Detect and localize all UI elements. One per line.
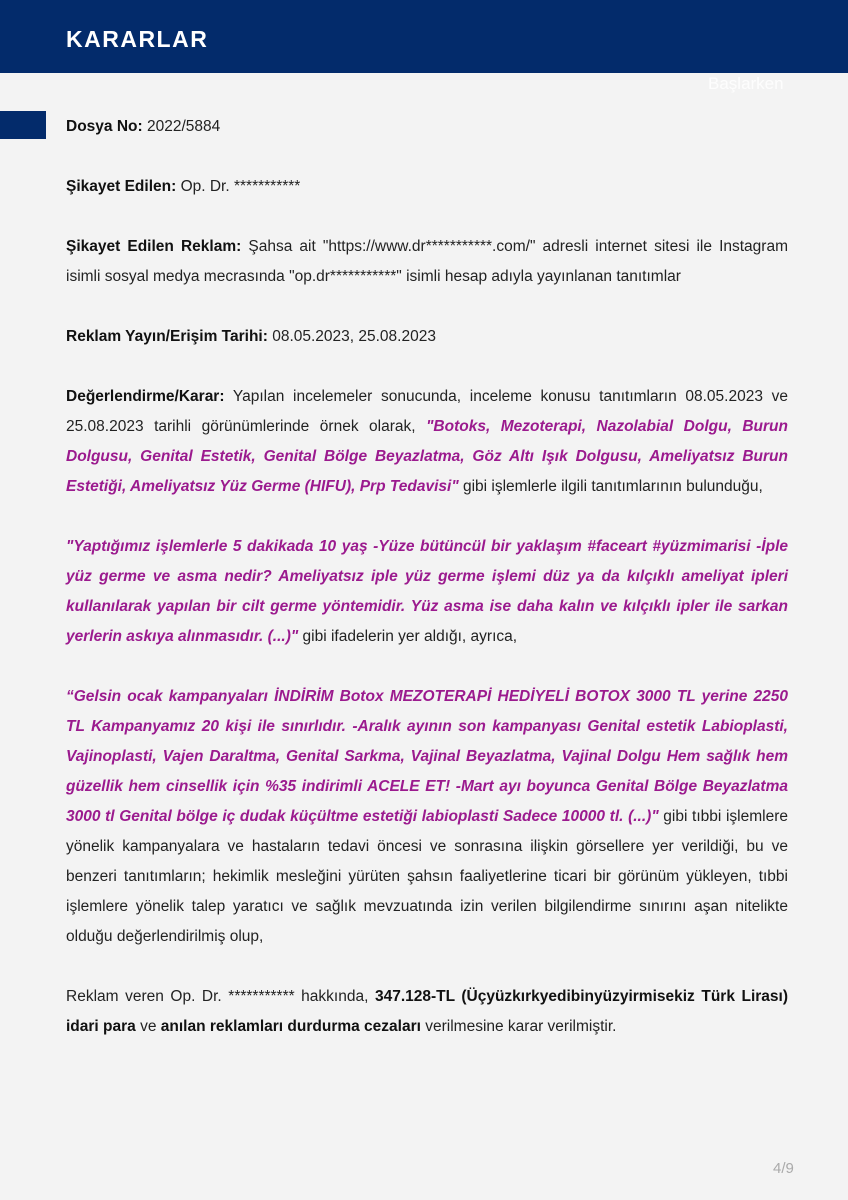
section-accent <box>0 111 46 139</box>
quote-paragraph <box>66 682 788 952</box>
complainee-label: Şikayet Edilen: <box>66 178 177 195</box>
highlighted-quote: "Yaptığımız işlemlerle 5 dakikada 10 yaş -Yüze bütüncül bir yaklaşım #faceart #yüzmimarisi -İple yüz germe ve asma nedir? Ameliyatsız iple yüz germe işlemi düz ya da kılçıklı ameliyat ipleri kullanılarak yapılan bir cilt germe yöntemidir. Yüz asma ise daha kalın ve kılçıklı ipler ile sarkan yerlerin askıya alınmasıdır. (...)" <box>66 538 788 645</box>
complainee-value: Op. Dr. *********** <box>176 178 301 195</box>
file-number <box>66 112 788 142</box>
ad-date-label: Reklam Yayın/Erişim Tarihi: <box>66 328 268 345</box>
header-bar <box>0 0 848 73</box>
page-number: 4/9 <box>773 1160 794 1177</box>
complainee <box>66 172 788 202</box>
decision-text: ve <box>135 1018 161 1035</box>
complained-ad <box>66 232 788 292</box>
decision-text: verilmesine karar verilmiştir. <box>420 1018 617 1035</box>
paragraph-text: gibi tıbbi işlemlere yönelik kampanyalara ve hastaların tedavi öncesi ve sonrasına ilişkin görsellere yer verildiği, bu ve benzeri tanıtımların; hekimlik mesleğini yürüten şahsın faaliyetlerine ticari bir görünüm yükleyen, tıbbi işlemlere yönelik talep yaratıcı ve sağlık mevzuatında izin verilen bilgilendirme sınırını aşan nitelikte olduğu değerlendirilmiş olup, <box>66 808 789 945</box>
watermark-text: Başlarken <box>708 74 784 93</box>
page-title: KARARLAR <box>66 26 209 52</box>
highlighted-quote: “Gelsin ocak kampanyaları İNDİRİM Botox MEZOTERAPİ HEDİYELİ BOTOX 3000 TL yerine 2250 TL Kampanyamız 20 kişi ile sınırlıdır. -Aralık ayının son kampanyası Genital estetik Labioplasti, Vajinoplasti, Vajen Daraltma, Genital Sarkma, Vajinal Beyazlatma, Vajinal Dolgu Hem sağlık hem güzellik hem cinsellik için %35 indirimli ACELE ET! -Mart ayı boyunca Genital Bölge Beyazlatma 3000 tl Genital bölge iç dudak küçültme estetiği labioplasti Sadece 10000 tl. (...)" <box>66 688 788 825</box>
quote-paragraph <box>66 532 788 652</box>
complained-ad-label: Şikayet Edilen Reklam: <box>66 238 242 255</box>
evaluation-paragraph <box>66 382 788 502</box>
evaluation-text-end: gibi işlemlerle ilgili tanıtımlarının bulunduğu, <box>458 478 763 495</box>
ad-date-value: 08.05.2023, 25.08.2023 <box>267 328 436 345</box>
evaluation-label: Değerlendirme/Karar: <box>66 388 225 405</box>
ad-date <box>66 322 788 352</box>
file-number-value: 2022/5884 <box>142 118 221 135</box>
decision-text: Reklam veren Op. Dr. *********** hakkında, <box>66 988 375 1005</box>
file-number-label: Dosya No: <box>66 118 143 135</box>
complained-ad-value: Şahsa ait "https://www.dr***********.com/" adresli internet sitesi ile Instagram isimli sosyal medya mecrasında "op.dr***********" isimli hesap adıyla yayınlanan tanıtımlar <box>66 238 788 285</box>
decision-paragraph <box>66 982 788 1042</box>
document-body <box>66 112 788 1072</box>
paragraph-text: gibi ifadelerin yer aldığı, ayrıca, <box>298 628 518 645</box>
highlighted-quote: "Botoks, Mezoterapi, Nazolabial Dolgu, Burun Dolgusu, Genital Estetik, Genital Bölge Beyazlatma, Göz Altı Işık Dolgusu, Ameliyatsız Burun Estetiği, Ameliyatsız Yüz Germe (HIFU), Prp Tedavisi" <box>66 418 788 495</box>
fine-amount: 347.128-TL (Üçyüzkırkyedibinyüzyirmisekiz Türk Lirası) idari para <box>66 988 788 1035</box>
stop-ad-penalty: anılan reklamları durdurma cezaları <box>160 1018 421 1035</box>
evaluation-text: Yapılan incelemeler sonucunda, inceleme konusu tanıtımların 08.05.2023 ve 25.08.2023 tarihli görünümlerinde örnek olarak, <box>66 388 788 435</box>
